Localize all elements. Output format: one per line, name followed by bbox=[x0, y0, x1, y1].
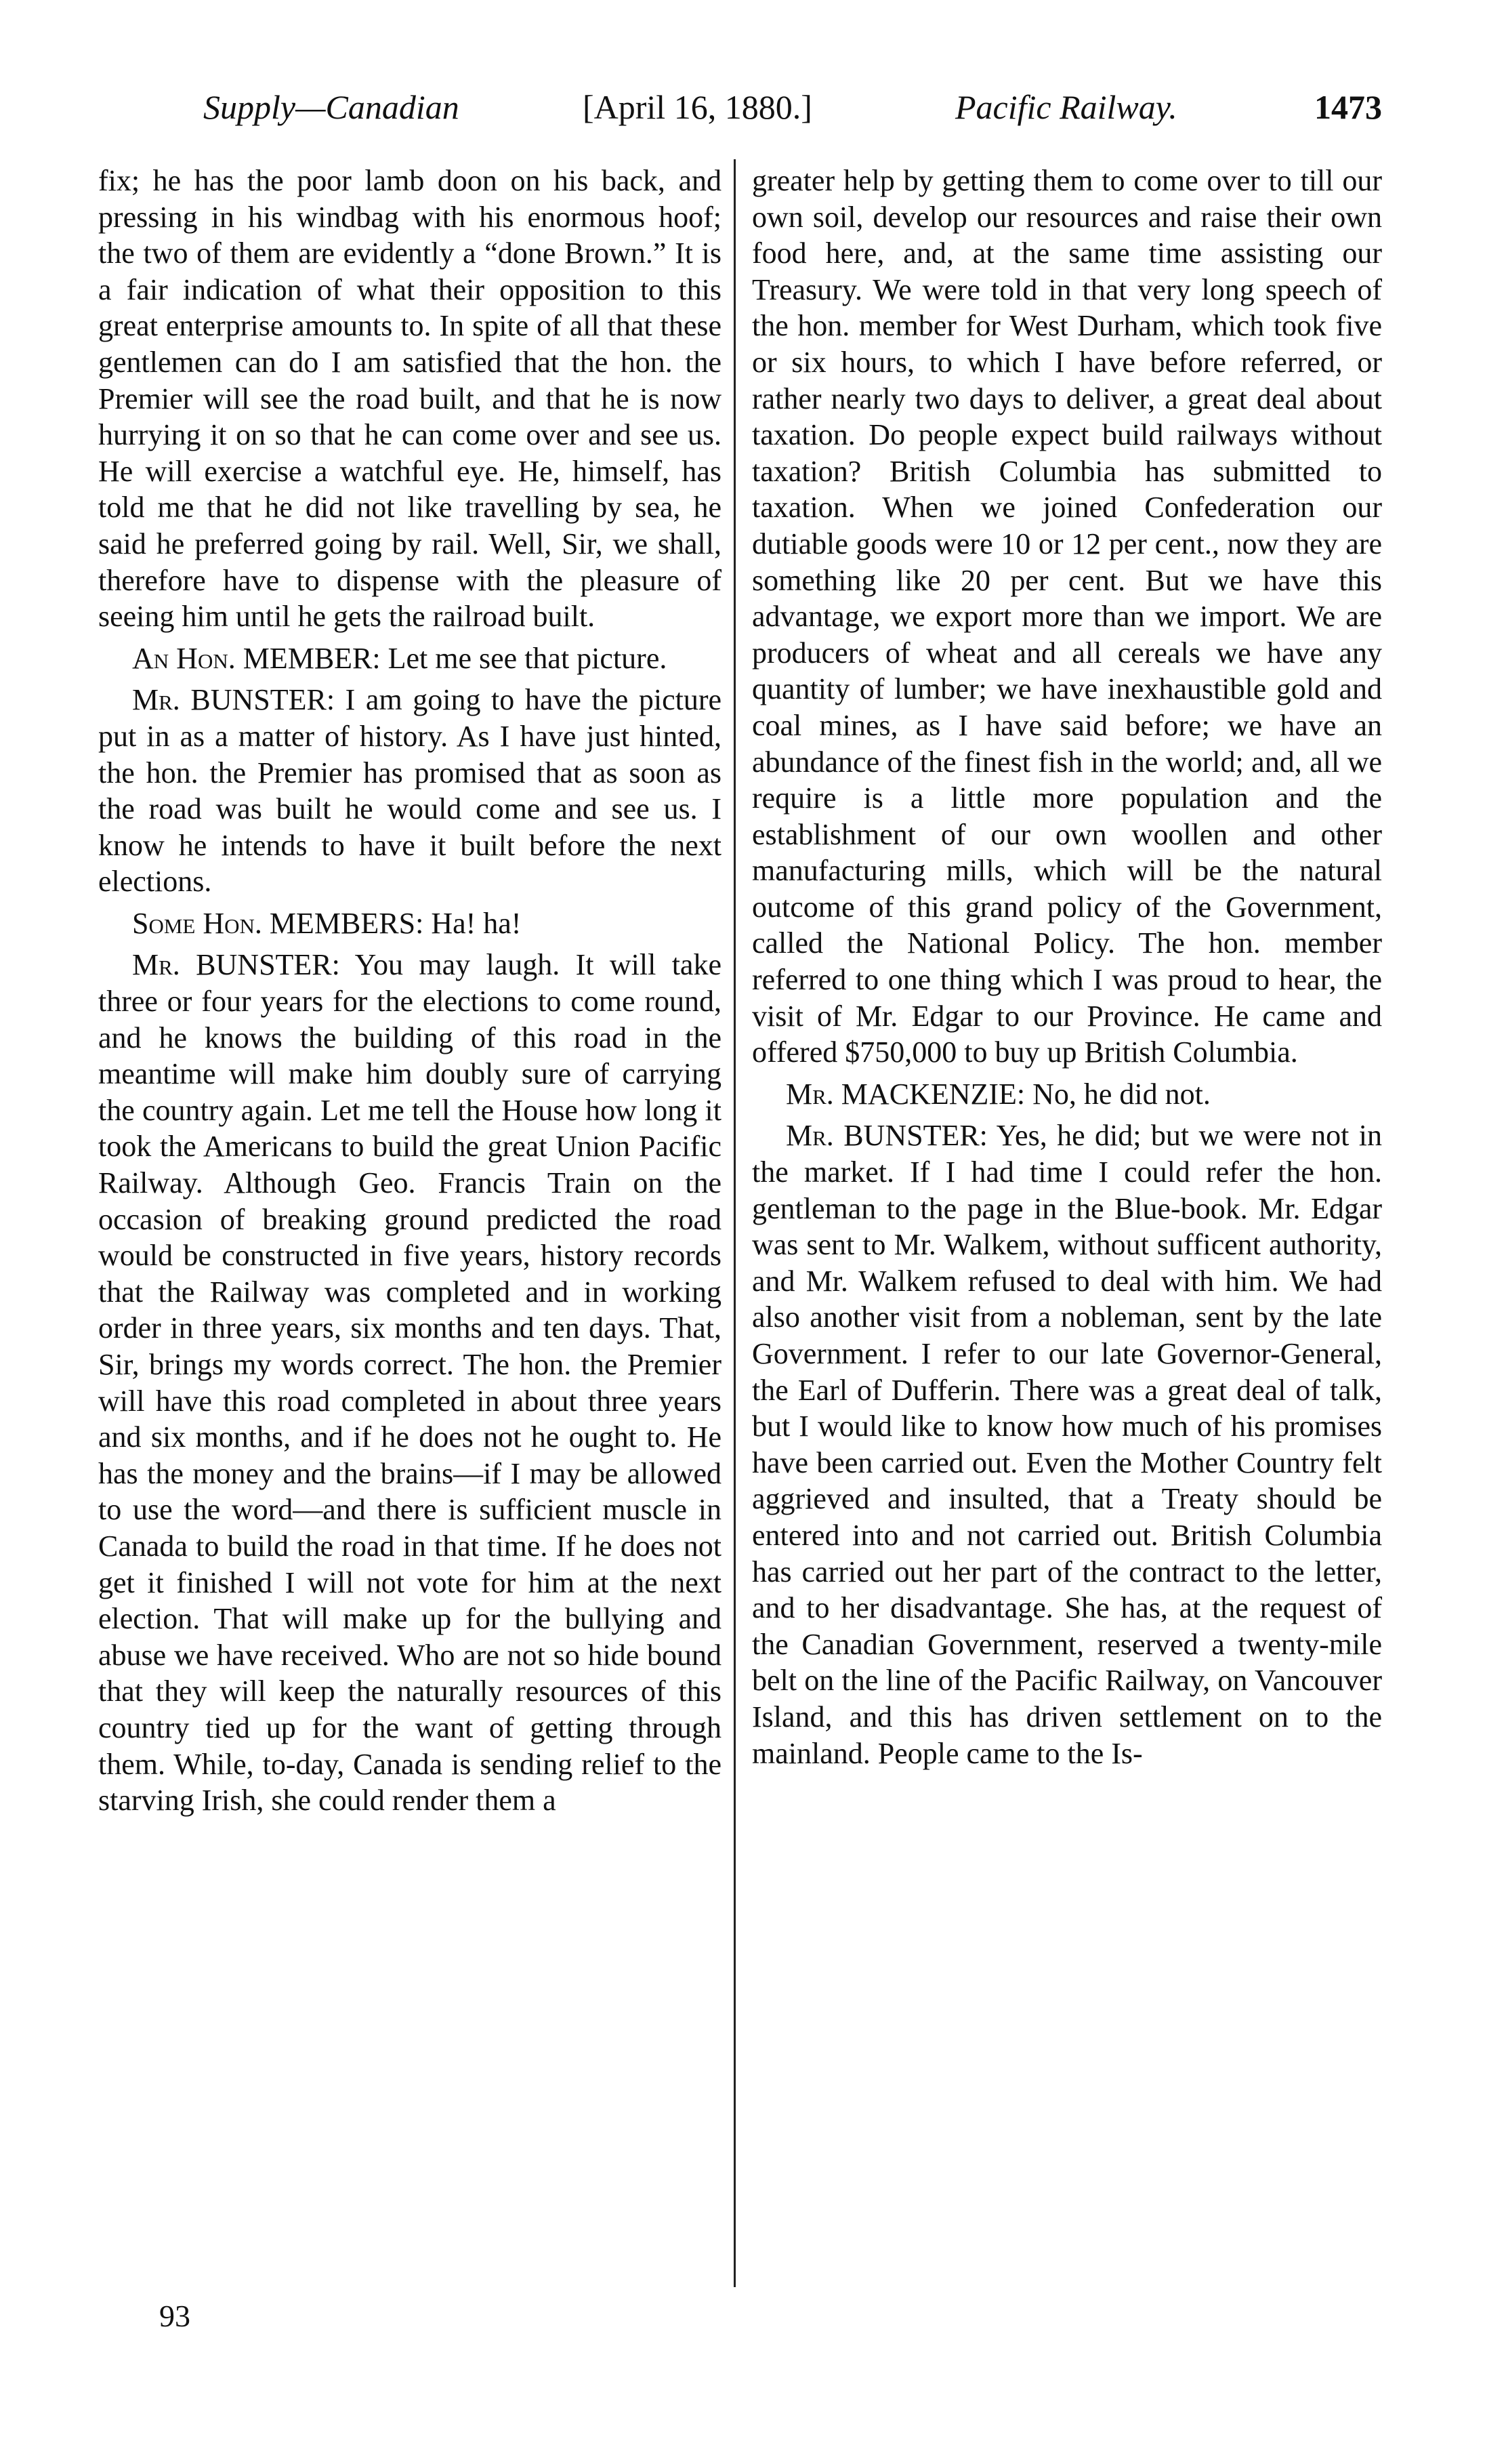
speaker-name: Mr. BUNSTER: bbox=[132, 683, 335, 717]
left-column bbox=[98, 163, 721, 1819]
speech-paragraph bbox=[98, 947, 721, 1818]
running-header bbox=[203, 80, 1409, 134]
header-right-title: Pacific Railway. bbox=[955, 88, 1177, 126]
speech-text: You may laugh. It will take three or four years for the elections to come round, and he knows the building of this road in the meantime will make him doubly sure of carrying the country again. Let me tell the House how long it took the Americans to build the great Union Pacific Railway. Although Geo. Francis Train on the occasion of breaking ground predicted the road would be constructed in five years, history records that the Railway was completed and in working order in three years, six months and ten days. That, Sir, brings my words correct. The hon. the Premier will have this road completed in about three years and six months, and if he does not he ought to. He has the money and the brains—if I may be allowed to use the word—and there is sufficient muscle in Canada to build the road in that time. If he does not get it finished I will not vote for him at the next election. That will make up for the bullying and abuse we have received. Who are not so hide bound that they will keep the naturally resources of this country tied up for the want of getting through them. While, to-day, Canada is sending relief to the starving Irish, she could render them a bbox=[98, 948, 721, 1818]
signature-number: 93 bbox=[159, 2299, 190, 2333]
speaker-name: An Hon. MEMBER: bbox=[132, 641, 381, 675]
speaker-name: Mr. MACKENZIE: bbox=[786, 1077, 1026, 1111]
speech-paragraph bbox=[752, 1117, 1382, 1771]
speech-text: No, he did not. bbox=[1025, 1077, 1211, 1111]
speech-paragraph bbox=[98, 640, 721, 677]
column-divider bbox=[734, 159, 736, 2287]
speech-text: Let me see that picture. bbox=[380, 641, 667, 675]
speaker-name: Some Hon. MEMBERS: bbox=[132, 906, 424, 940]
page-number: 1473 bbox=[1314, 88, 1382, 126]
speaker-name: Mr. BUNSTER: bbox=[132, 948, 340, 982]
speech-text: I am going to have the picture put in as a matter of history. As I have just hinted, the hon. the Premier has promised that as soon as the road was built he would come and see us. I know he intends to have it built before the next elections. bbox=[98, 683, 722, 899]
paragraph: fix; he has the poor lamb doon on his back, and pressing in his windbag with his enormous hoof; the two of them are evidently a “done Brown.” It is a fair indication of what their opposition to this great enterprise amounts to. In spite of all that these gentlemen can do I am satisfied that the hon. the Premier will see the road built, and that he is now hurrying it on so that he can come over and see us. He will exercise a watchful eye. He, himself, has told me that he did not like travelling by sea, he said he preferred going by rail. Well, Sir, we shall, therefore have to dispense with the pleasure of seeing him until he gets the railroad built. bbox=[98, 164, 721, 634]
speech-text: Yes, he did; but we were not in the market. If I had time I could refer the hon. gentleman to the page in the Blue-book. Mr. Edgar was sent to Mr. Walkem, without sufficent authority, and Mr. Walkem refused to deal with him. We had also another visit from a nobleman, sent by the late Government. I refer to our late Governor-General, the Earl of Dufferin. There was a great deal of talk, but I would like to know how much of his promises have been carried out. Even the Mother Country felt aggrieved and insulted, that a Treaty should be entered into and not carried out. British Columbia has carried out her part of the contract to the letter, and to her disadvantage. She has, at the request of the Canadian Government, reserved a twenty-mile belt on the line of the Pacific Railway, on Vancouver Island, and this has driven settlement on to the mainland. People came to the Is- bbox=[752, 1119, 1382, 1770]
header-left-title: Supply—Canadian bbox=[203, 88, 459, 126]
header-date: [April 16, 1880.] bbox=[583, 88, 812, 126]
speech-paragraph bbox=[98, 682, 721, 900]
speech-paragraph bbox=[752, 1076, 1382, 1113]
speech-paragraph bbox=[98, 905, 721, 942]
paragraph: greater help by getting them to come over to till our own soil, develop our resources and raise their own food here, and, at the same time assisting our Treasury. We were told in that very long speech of the hon. member for West Durham, which took five or six hours, to which I have before referred, or rather nearly two days to deliver, a great deal about taxation. Do people expect build railways without taxation? British Columbia has submitted to taxation. When we joined Confederation our dutiable goods were 10 or 12 per cent., now they are something like 20 per cent. But we have this advantage, we export more than we import. We are producers of wheat and all cereals we have any quantity of lumber; we have inexhaustible gold and coal mines, as I have said before; we have an abundance of the finest fish in the world; and, all we require is a little more population and the establishment of our own woollen and other manufacturing mills, which will be the natural outcome of this grand policy of the Government, called the National Policy. The hon. member referred to one thing which I was proud to hear, the visit of Mr. Edgar to our Province. He came and offered $750,000 to buy up British Columbia. bbox=[752, 164, 1382, 1069]
speaker-name: Mr. BUNSTER: bbox=[786, 1119, 988, 1153]
right-column bbox=[752, 163, 1382, 1771]
speech-text: Ha! ha! bbox=[423, 906, 522, 940]
